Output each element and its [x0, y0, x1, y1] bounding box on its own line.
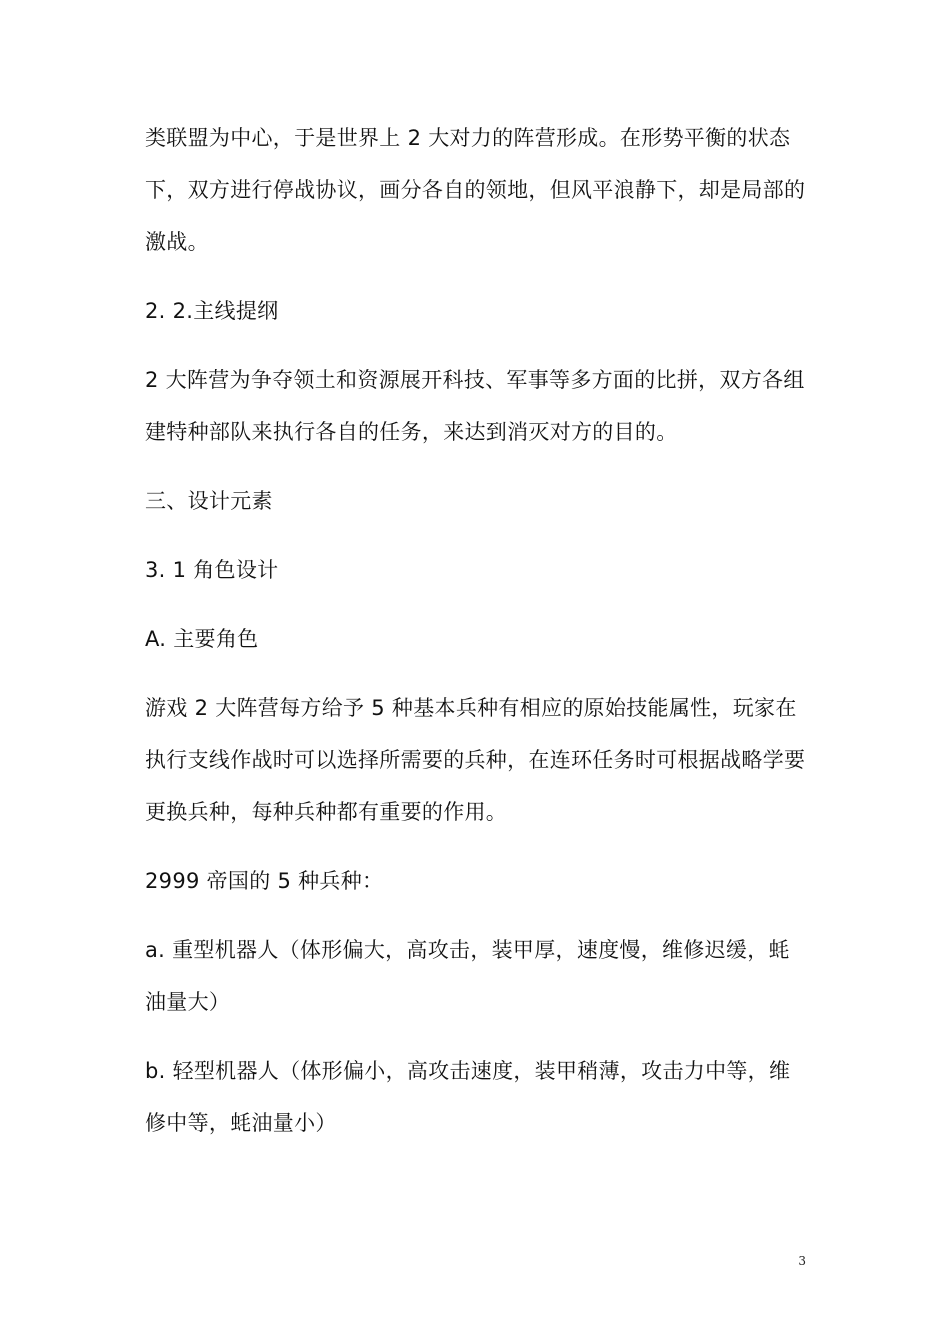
list-item-heavy-robot: a. 重型机器人（体形偏大，高攻击，装甲厚，速度慢，维修迟缓，蚝油量大）: [145, 938, 790, 1014]
document-body: [145, 112, 810, 1149]
paragraph-gap: [145, 838, 810, 855]
paragraph-gap: [145, 268, 810, 285]
list-item-light-robot: b. 轻型机器人（体形偏小，高攻击速度，装甲稍薄，攻击力中等，维修中等，蚝油量小）: [145, 1059, 791, 1135]
paragraph-character-intro: 游戏 2 大阵营每方给予 5 种基本兵种有相应的原始技能属性，玩家在执行支线作战时可以选择所需要的兵种，在连环任务时可根据战略学要更换兵种，每种兵种都有重要的作用。: [145, 696, 806, 824]
paragraph-gap: [145, 1028, 810, 1045]
paragraph-gap: [145, 907, 810, 924]
paragraph-gap: [145, 665, 810, 682]
page-number: 3: [798, 1254, 806, 1268]
paragraph-gap: [145, 596, 810, 613]
paragraph-gap: [145, 527, 810, 544]
paragraph-empire-units-title: 2999 帝国的 5 种兵种：: [145, 869, 384, 893]
paragraph-gap: [145, 337, 810, 354]
section-heading-design-elements: 三、设计元素: [145, 489, 273, 513]
subsection-heading-main-characters: A. 主要角色: [145, 627, 259, 651]
paragraph-gap: [145, 458, 810, 475]
paragraph-main-outline: 2 大阵营为争夺领土和资源展开科技、军事等多方面的比拼，双方各组建特种部队来执行各自的任务，来达到消灭对方的目的。: [145, 368, 805, 444]
paragraph-background-continuation: 类联盟为中心，于是世界上 2 大对力的阵营形成。在形势平衡的状态下，双方进行停战协议，画分各自的领地，但风平浪静下，却是局部的激战。: [145, 126, 806, 254]
subsection-heading-character-design: 3. 1 角色设计: [145, 558, 279, 582]
section-heading-main-outline: 2. 2.主线提纲: [145, 299, 279, 323]
